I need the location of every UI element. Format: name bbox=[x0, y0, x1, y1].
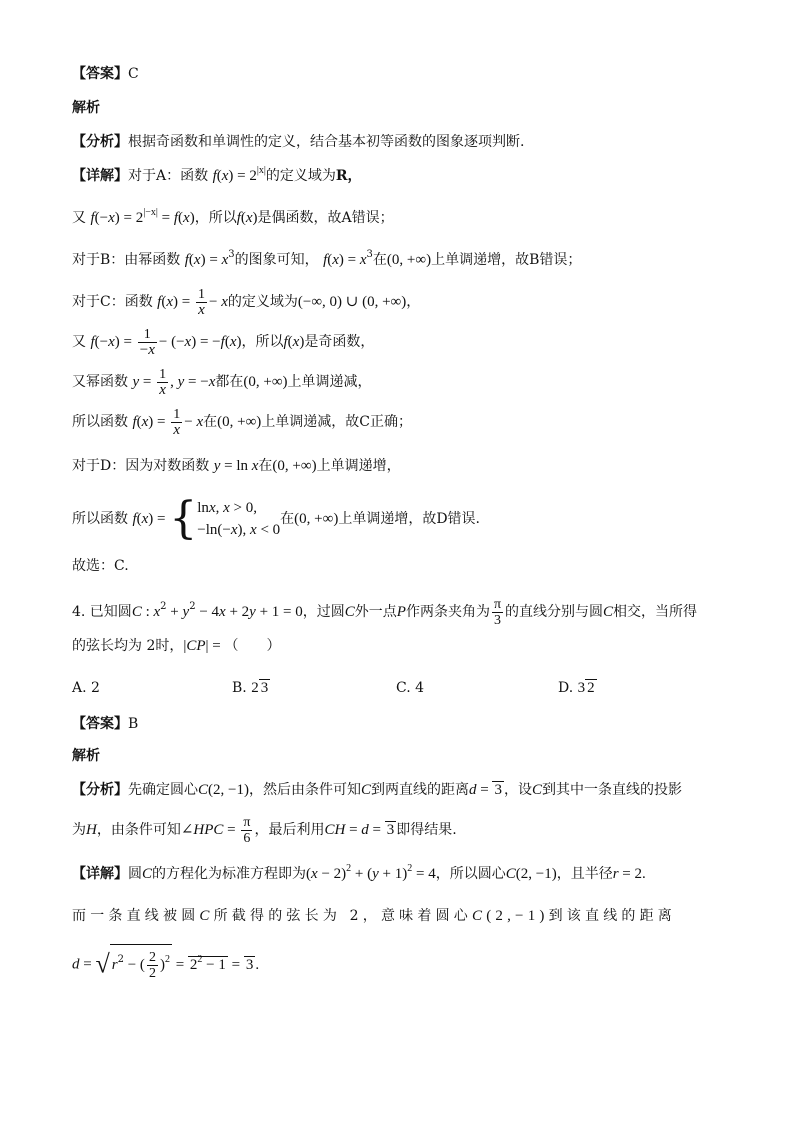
q4-detail-line3: d = √ $r^2$ − ( $\frac{2}{2}$ )$^2 = 2^2 - 1 = 3$ . bbox=[72, 944, 259, 985]
text: 又幂函数 bbox=[72, 374, 128, 390]
formula: f bbox=[132, 414, 137, 430]
fenxi-tag: 【分析】 bbox=[72, 782, 128, 798]
text: 圆 bbox=[128, 866, 142, 882]
q4-detail-line1: 【详解】圆C的方程化为标准方程即为$(x - 2)^2 + (y + 1)^2 = 4$，所以圆心C(2, −1)，且半径r = 2. bbox=[72, 863, 646, 882]
text: ，所以圆心 bbox=[435, 866, 506, 882]
q4-fenxi-line1: 【分析】先确定圆心C(2, −1)，然后由条件可知C到两直线的距离d = 3 ，设C到其中一条直线的投影 bbox=[72, 782, 682, 798]
q4-stem-line1: 4. 已知圆C : $x^2 + y^2 - 4x + 2y + 1 = 0$，过圆C外一点P作两条夹角为 $\frac{\pi}{3}$ 的直线分别与圆C相交，当所得 bbox=[72, 596, 698, 628]
analysis-heading-q4: 解析 bbox=[72, 748, 100, 764]
text: ，设 bbox=[503, 782, 532, 798]
detail-line-f: 又幂函数 y = $\frac{1}{x}$ , y = −x都在(0, +∞)上单调递减， bbox=[72, 366, 372, 398]
option-d: D. 3 2 bbox=[558, 680, 595, 696]
answer-line-q4 bbox=[72, 714, 138, 734]
detail-line-c: 对于B：由幂函数 $f(x) = x^3$的图象可知， $f(x) = x^3$在(0, +∞)上单调递增，故B错误； bbox=[72, 249, 582, 268]
answer-value: B bbox=[128, 716, 139, 732]
detail-tag: 【详解】 bbox=[72, 168, 128, 184]
text: 所以函数 bbox=[72, 511, 128, 527]
text: 的直线分别与圆 bbox=[505, 604, 604, 620]
fenxi-tag: 【分析】 bbox=[72, 134, 128, 150]
q4-fenxi-line2: 为H，由条件可知∠HPC = $\frac{\pi}{6}$ ，最后利用CH = d = 3 即得结果. bbox=[72, 814, 457, 846]
q4-stem-line2: 的弦长均为 2时，|CP| = （ ） bbox=[72, 638, 281, 654]
detail-line-e: 又 f(−x) = $\frac{1}{-x}$ − (−x) = −f(x)，所以f(x)是奇函数， bbox=[72, 326, 375, 358]
formula: y bbox=[213, 458, 221, 474]
piecewise-cases: lnx, x > 0, −ln(−x), x < 0 bbox=[197, 500, 281, 538]
answer-value: C bbox=[128, 66, 139, 82]
text: 又 bbox=[72, 334, 86, 350]
text: 所以函数 bbox=[72, 414, 128, 430]
detail-line-a: 【详解】对于A：函数 $f(x) = 2^{|x|}$的定义域为R， bbox=[72, 165, 362, 184]
answer-tag: 【答案】 bbox=[72, 66, 128, 82]
text: 而一条直线被圆 bbox=[72, 908, 200, 924]
text: 的方程化为标准方程即为 bbox=[152, 866, 307, 882]
formula: d bbox=[72, 956, 80, 973]
text: 是偶函数，故A错误； bbox=[257, 210, 394, 226]
text: 相交，当所得 bbox=[613, 604, 698, 620]
text: ，由条件可知 bbox=[96, 822, 181, 838]
text: 作两条夹角为 bbox=[405, 604, 490, 620]
text: ，然后由条件可知 bbox=[248, 782, 361, 798]
text: ，所以 bbox=[241, 334, 284, 350]
text: 在 bbox=[372, 252, 387, 268]
text: 上单调递增， bbox=[316, 458, 401, 474]
detail-line-d: 对于C：函数 f(x) = $\frac{1}{x}$ − x的定义域为(−∞, 0) ∪ (0, +∞)， bbox=[72, 286, 421, 318]
text: 在 bbox=[280, 511, 295, 527]
text: 4. 已知圆 bbox=[72, 604, 132, 620]
text: 是奇函数， bbox=[304, 334, 375, 350]
analysis-heading: 解析 bbox=[72, 100, 100, 116]
option-c: C. 4 bbox=[396, 680, 425, 696]
q4-detail-line2: 而一条直线被圆C所截得的弦长为 2，意味着圆心C(2,−1)到该直线的距离 bbox=[72, 908, 677, 924]
fenxi-text: 根据奇函数和单调性的定义，结合基本初等函数的图象逐项判断. bbox=[128, 134, 525, 150]
text: 都在 bbox=[215, 374, 244, 390]
text: 到该直线的距离 bbox=[548, 908, 677, 924]
text: 所截得的弦长为 2，意味着圆心 bbox=[213, 908, 472, 924]
text: 外一点 bbox=[354, 604, 397, 620]
left-brace: { bbox=[169, 493, 198, 544]
text: 对于C：函数 bbox=[72, 294, 153, 310]
text: ，且半径 bbox=[556, 866, 613, 882]
formula: f bbox=[184, 252, 189, 268]
detail-line-b: 又 $f(-x) = 2^{|-x|} = f(x)$，所以f(x)是偶函数，故A错误； bbox=[72, 207, 394, 226]
text: B. bbox=[232, 680, 247, 696]
formula: f bbox=[90, 334, 95, 350]
detail-line-i: 所以函数 f(x) = { lnx, x > 0, −ln(−x), x < 0 在(0, +∞)上单调递增，故D错误. bbox=[72, 493, 481, 544]
text: 先确定圆心 bbox=[128, 782, 198, 798]
text: 上单调递减，故C正确； bbox=[261, 414, 413, 430]
formula: f bbox=[212, 168, 217, 184]
answer-line-prev bbox=[72, 64, 139, 84]
text: 对于B：由幂函数 bbox=[72, 252, 181, 268]
choose-line: 故选：C. bbox=[72, 558, 129, 574]
formula: f bbox=[157, 294, 162, 310]
text: 到其中一条直线的投影 bbox=[541, 782, 682, 798]
text: 上单调递减， bbox=[287, 374, 372, 390]
text: 在 bbox=[258, 458, 273, 474]
option-a: A. 2 bbox=[72, 680, 100, 696]
formula: y bbox=[132, 374, 140, 390]
text: ，所以 bbox=[194, 210, 237, 226]
detail-line-h: 对于D：因为对数函数 y = ln x在(0, +∞)上单调递增， bbox=[72, 458, 401, 474]
text: R， bbox=[335, 168, 362, 184]
formula: f bbox=[90, 210, 95, 226]
text: 的定义域为 bbox=[265, 168, 336, 184]
text: 的图象可知， bbox=[234, 252, 319, 268]
detail-tag: 【详解】 bbox=[72, 866, 128, 882]
detail-line-g: 所以函数 f(x) = $\frac{1}{x}$ − x在(0, +∞)上单调递减，故C正确； bbox=[72, 406, 413, 438]
text: 到两直线的距离 bbox=[370, 782, 469, 798]
fenxi-line bbox=[72, 132, 524, 152]
text: 的定义域为 bbox=[227, 294, 298, 310]
text: ，过圆 bbox=[302, 604, 345, 620]
formula: C bbox=[131, 604, 142, 620]
text: 在 bbox=[203, 414, 218, 430]
text: ，最后利用 bbox=[254, 822, 325, 838]
formula: f bbox=[132, 511, 137, 527]
text: 即得结果. bbox=[396, 822, 457, 838]
option-b: B. 2 3 bbox=[232, 680, 269, 696]
text: 对于A：函数 bbox=[128, 168, 209, 184]
text: 上单调递增，故B错误； bbox=[431, 252, 582, 268]
text: 对于D：因为对数函数 bbox=[72, 458, 210, 474]
text: 又 bbox=[72, 210, 86, 226]
answer-tag: 【答案】 bbox=[72, 716, 128, 732]
text: D. bbox=[558, 680, 574, 696]
text: （ ） bbox=[224, 638, 281, 654]
text: 上单调递增，故D错误. bbox=[338, 511, 481, 527]
text: 为 bbox=[72, 822, 86, 838]
text: 的弦长均为 2时， bbox=[72, 638, 184, 654]
